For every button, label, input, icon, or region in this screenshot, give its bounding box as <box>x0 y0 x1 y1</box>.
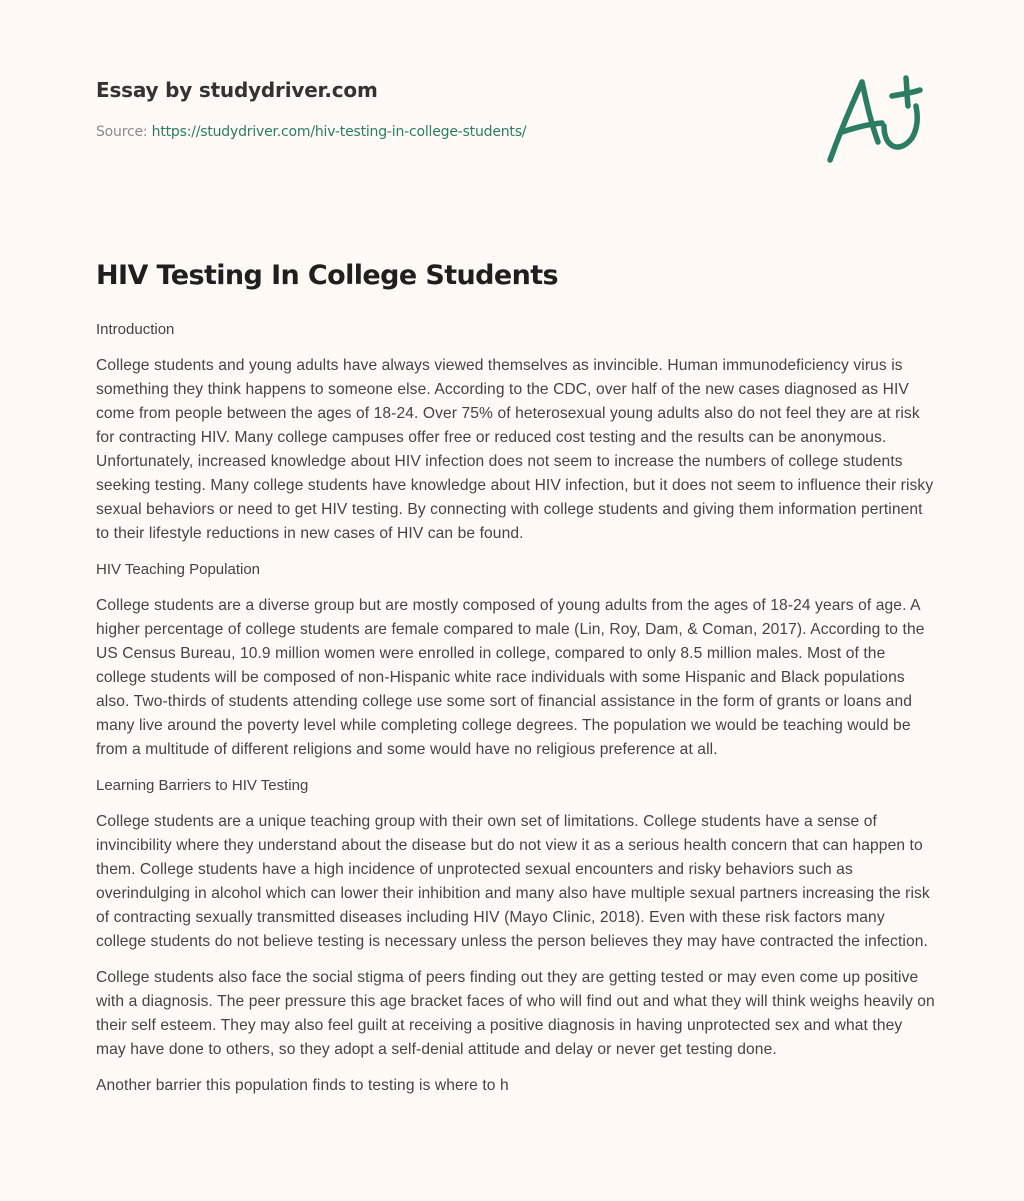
paragraph: College students are a unique teaching group with their own set of limitations. College students have a sense of invincibility where they understand about the disease but do not view it as a serious health concern that can happen to them. College students have a high incidence of unprotected sexual encounters and risky behaviors such as overindulging in alcohol which can lower their inhibition and many also have multiple sexual partners increasing the risk of contracting sexually transmitted diseases including HIV (Mayo Clinic, 2018). Even with these risk factors many college students do not believe testing is necessary unless the person believes they may have contracted the infection. <box>96 813 930 950</box>
paragraph: College students and young adults have always viewed themselves as invincible. Human immunodeficiency virus is something they think happens to someone else. According to the CDC, over half of the new cases diagnosed as HIV come from people between the ages of 18-24. Over 75% of heterosexual young adults also do not feel they are at risk for contracting HIV. Many college campuses offer free or reduced cost testing and the results can be anonymous. Unfortunately, increased knowledge about HIV infection does not seem to increase the numbers of college students seeking testing. Many college students have knowledge about HIV infection, but it does not seem to influence their risky sexual behaviors or need to get HIV testing. By connecting with college students and giving them information pertinent to their lifestyle reductions in new cases of HIV can be found. <box>96 357 934 542</box>
page-header <box>96 76 526 142</box>
article <box>96 256 936 1110</box>
source-line <box>96 122 526 142</box>
section-heading-introduction: Introduction <box>96 321 175 338</box>
paragraph: College students also face the social stigma of peers finding out they are getting tested or may even come up positive with a diagnosis. The peer pressure this age bracket faces of who will find out and what they will think weighs heavily on their self esteem. They may also feel guilt at receiving a positive diagnosis in having unprotected sex and what they may have done to others, so they adopt a self-denial attitude and delay or never get testing done. <box>96 969 935 1058</box>
source-label: Source: <box>96 124 148 140</box>
section-heading-teaching-population: HIV Teaching Population <box>96 561 261 578</box>
paragraph: College students are a diverse group but are mostly composed of young adults from the ages of 18-24 years of age. A higher percentage of college students are female compared to male (Lin, Roy, Dam, & Coman, 2017). According to the US Census Bureau, 10.9 million women were enrolled in college, compared to only 8.5 million males. Most of the college students will be composed of non-Hispanic white race individuals with some Hispanic and Black populations also. Two-thirds of students attending college use some sort of financial assistance in the form of grants or loans and many live around the poverty level while completing college degrees. The population we would be teaching would be from a multitude of different religions and some would have no religious preference at all. <box>96 597 925 758</box>
paragraph-truncated: Another barrier this population finds to testing is where to h <box>96 1077 509 1094</box>
site-title: Essay by studydriver.com <box>96 78 378 102</box>
source-link[interactable]: https://studydriver.com/hiv-testing-in-college-students/ <box>151 124 527 140</box>
section-heading-learning-barriers: Learning Barriers to HIV Testing <box>96 777 309 794</box>
article-title: HIV Testing In College Students <box>96 260 558 291</box>
a-plus-grade-icon <box>820 68 930 168</box>
